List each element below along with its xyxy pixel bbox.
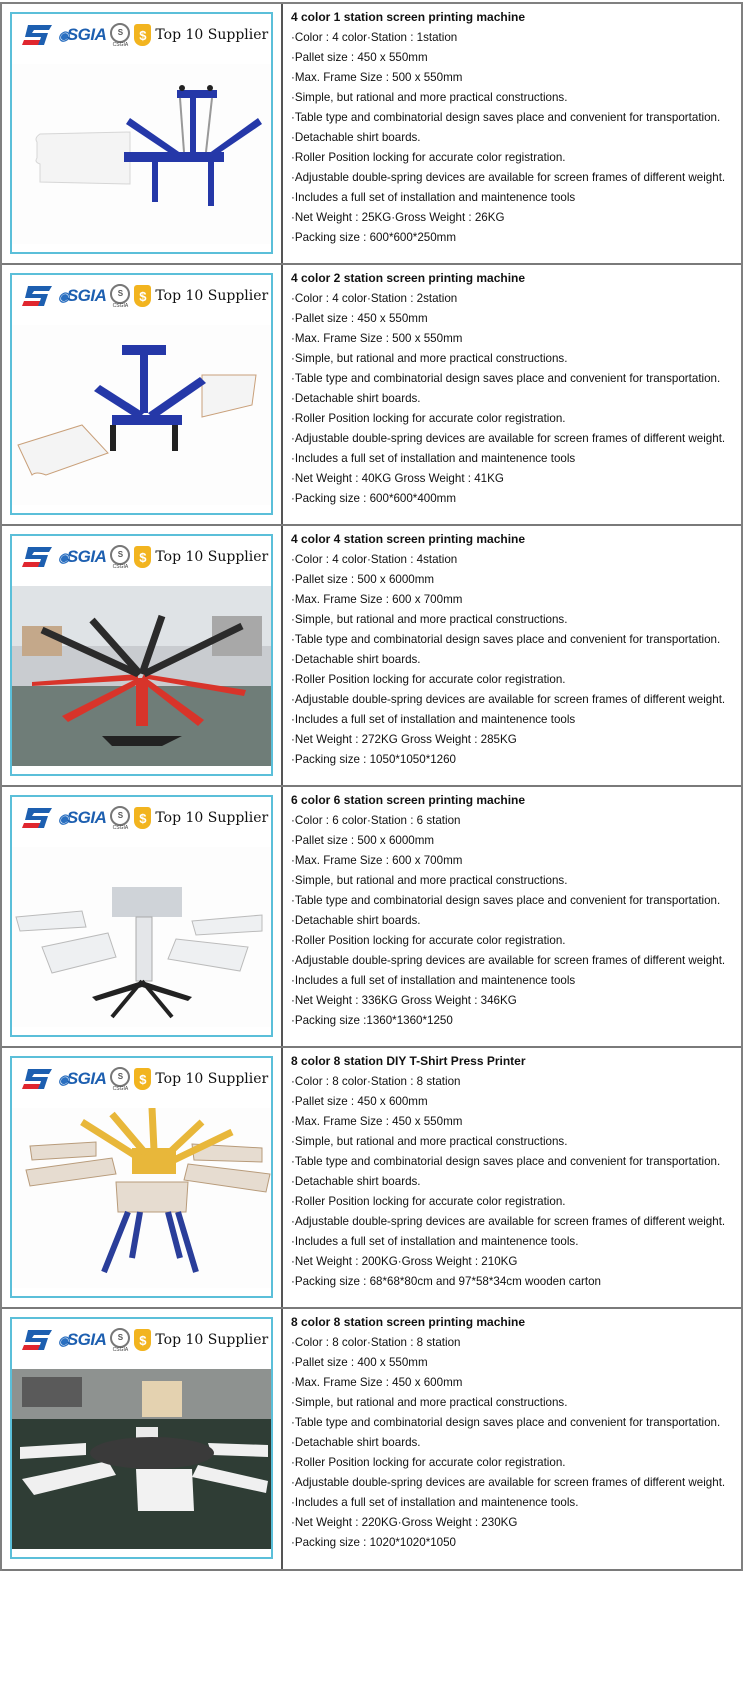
product-image-cell [2, 4, 283, 263]
s-brand-logo-icon [22, 285, 54, 307]
seal-icon: S [110, 23, 130, 43]
seal-caption: CSGIA [112, 824, 129, 831]
spec-packing-size: ·Packing size : 1050*1050*1260 [291, 753, 457, 766]
product-image-card[interactable] [10, 534, 273, 776]
brand-logo-bar [22, 283, 268, 309]
product-photo-silver-6-station [12, 847, 271, 1027]
seal-caption: CSGIA [112, 563, 129, 570]
seal-icon: S [110, 1067, 130, 1087]
spec-roller-locking: ·Roller Position locking for accurate color registration. [291, 934, 566, 947]
sgia-logo [58, 808, 106, 828]
seal-icon: S [110, 806, 130, 826]
s-brand-logo-icon [22, 24, 54, 46]
sgia-logo [58, 1069, 106, 1089]
gold-shield-dollar-icon: $ [134, 546, 151, 568]
spec-table-type: ·Table type and combinatorial design saves place and convenient for transportation. [291, 633, 721, 646]
product-photo-blue-1-station [12, 64, 271, 244]
csgia-seal [110, 1328, 130, 1353]
globe-icon: ◉ [58, 811, 69, 826]
gold-shield-dollar-icon: $ [134, 24, 151, 46]
spec-packing-size: ·Packing size : 1020*1020*1050 [291, 1536, 457, 1549]
product-row [2, 4, 741, 265]
spec-weight: ·Net Weight : 200KG·Gross Weight : 210KG [291, 1255, 518, 1268]
spec-color-station: ·Color : 4 color·Station : 4station [291, 553, 458, 566]
sgia-logo [58, 286, 106, 306]
s-brand-logo-icon [22, 1329, 54, 1351]
s-brand-logo-icon [22, 546, 54, 568]
spec-roller-locking: ·Roller Position locking for accurate color registration. [291, 673, 566, 686]
spec-construction: ·Simple, but rational and more practical constructions. [291, 352, 568, 365]
spec-color-station: ·Color : 4 color·Station : 2station [291, 292, 458, 305]
globe-icon: ◉ [58, 1072, 69, 1087]
product-title: 8 color 8 station screen printing machine [291, 1315, 526, 1329]
spec-double-spring: ·Adjustable double-spring devices are available for screen frames of different weight. [291, 1215, 726, 1228]
gold-shield-dollar-icon: $ [134, 285, 151, 307]
csgia-seal [110, 545, 130, 570]
product-spec-cell [283, 1048, 741, 1307]
brand-logo-bar [22, 805, 268, 831]
sgia-logo [58, 547, 106, 567]
spec-shirt-boards: ·Detachable shirt boards. [291, 914, 421, 927]
seal-caption: CSGIA [112, 302, 129, 309]
spec-construction: ·Simple, but rational and more practical constructions. [291, 874, 568, 887]
spec-pallet-size: ·Pallet size : 450 x 600mm [291, 1095, 428, 1108]
product-image-cell [2, 787, 283, 1046]
spec-roller-locking: ·Roller Position locking for accurate color registration. [291, 412, 566, 425]
spec-roller-locking: ·Roller Position locking for accurate color registration. [291, 151, 566, 164]
product-title: 4 color 2 station screen printing machine [291, 271, 526, 285]
spec-shirt-boards: ·Detachable shirt boards. [291, 131, 421, 144]
brand-logo-bar [22, 1327, 268, 1353]
seal-caption: CSGIA [112, 1346, 129, 1353]
seal-icon: S [110, 284, 130, 304]
spec-max-frame-size: ·Max. Frame Size : 500 x 550mm [291, 71, 463, 84]
spec-pallet-size: ·Pallet size : 500 x 6000mm [291, 573, 435, 586]
spec-pallet-size: ·Pallet size : 500 x 6000mm [291, 834, 435, 847]
product-title: 4 color 1 station screen printing machine [291, 10, 526, 24]
gold-shield-dollar-icon: $ [134, 1068, 151, 1090]
sgia-label: SGIA [66, 808, 107, 827]
spec-shirt-boards: ·Detachable shirt boards. [291, 653, 421, 666]
top-supplier-badge: Top 10 Supplier [155, 549, 269, 565]
sgia-label: SGIA [66, 1069, 107, 1088]
spec-max-frame-size: ·Max. Frame Size : 600 x 700mm [291, 854, 463, 867]
spec-construction: ·Simple, but rational and more practical constructions. [291, 1396, 568, 1409]
spec-double-spring: ·Adjustable double-spring devices are available for screen frames of different weight. [291, 432, 726, 445]
spec-pallet-size: ·Pallet size : 400 x 550mm [291, 1356, 428, 1369]
csgia-seal [110, 1067, 130, 1092]
sgia-label: SGIA [66, 1330, 107, 1349]
spec-tools: ·Includes a full set of installation and maintenence tools [291, 713, 576, 726]
sgia-label: SGIA [66, 25, 107, 44]
spec-weight: ·Net Weight : 336KG Gross Weight : 346KG [291, 994, 517, 1007]
spec-table-type: ·Table type and combinatorial design saves place and convenient for transportation. [291, 111, 721, 124]
spec-double-spring: ·Adjustable double-spring devices are available for screen frames of different weight. [291, 693, 726, 706]
product-image-card[interactable] [10, 1317, 273, 1559]
s-brand-logo-icon [22, 807, 54, 829]
spec-weight: ·Net Weight : 25KG·Gross Weight : 26KG [291, 211, 505, 224]
product-image-cell [2, 1309, 283, 1569]
spec-construction: ·Simple, but rational and more practical constructions. [291, 1135, 568, 1148]
spec-max-frame-size: ·Max. Frame Size : 500 x 550mm [291, 332, 463, 345]
product-photo-blue-2-station [12, 325, 271, 505]
top-supplier-badge: Top 10 Supplier [155, 810, 269, 826]
csgia-seal [110, 23, 130, 48]
product-row [2, 1048, 741, 1309]
spec-tools: ·Includes a full set of installation and maintenence tools. [291, 1496, 579, 1509]
spec-pallet-size: ·Pallet size : 450 x 550mm [291, 51, 428, 64]
csgia-seal [110, 806, 130, 831]
product-title: 4 color 4 station screen printing machine [291, 532, 526, 546]
spec-pallet-size: ·Pallet size : 450 x 550mm [291, 312, 428, 325]
spec-packing-size: ·Packing size : 68*68*80cm and 97*58*34cm wooden carton [291, 1275, 602, 1288]
spec-color-station: ·Color : 4 color·Station : 1station [291, 31, 458, 44]
seal-caption: CSGIA [112, 1085, 129, 1092]
spec-packing-size: ·Packing size :1360*1360*1250 [291, 1014, 453, 1027]
product-image-card[interactable] [10, 12, 273, 254]
product-photo-black-8-station-factory [12, 1369, 271, 1549]
product-spec-cell [283, 4, 741, 263]
spec-double-spring: ·Adjustable double-spring devices are available for screen frames of different weight. [291, 171, 726, 184]
product-photo-yellow-8-station [12, 1108, 271, 1288]
brand-logo-bar [22, 1066, 268, 1092]
spec-color-station: ·Color : 6 color·Station : 6 station [291, 814, 461, 827]
spec-shirt-boards: ·Detachable shirt boards. [291, 1436, 421, 1449]
spec-tools: ·Includes a full set of installation and maintenence tools [291, 191, 576, 204]
sgia-label: SGIA [66, 286, 107, 305]
product-image-cell [2, 526, 283, 785]
product-image-card[interactable] [10, 273, 273, 515]
spec-table-type: ·Table type and combinatorial design saves place and convenient for transportation. [291, 1155, 721, 1168]
product-image-cell [2, 265, 283, 524]
product-spec-cell [283, 1309, 741, 1569]
product-image-card[interactable] [10, 1056, 273, 1298]
brand-logo-bar [22, 544, 268, 570]
product-spec-cell [283, 265, 741, 524]
spec-max-frame-size: ·Max. Frame Size : 450 x 600mm [291, 1376, 463, 1389]
spec-max-frame-size: ·Max. Frame Size : 600 x 700mm [291, 593, 463, 606]
top-supplier-badge: Top 10 Supplier [155, 1332, 269, 1348]
spec-roller-locking: ·Roller Position locking for accurate color registration. [291, 1195, 566, 1208]
spec-shirt-boards: ·Detachable shirt boards. [291, 1175, 421, 1188]
spec-double-spring: ·Adjustable double-spring devices are available for screen frames of different weight. [291, 1476, 726, 1489]
product-photo-red-4-station-factory [12, 586, 271, 766]
product-image-cell [2, 1048, 283, 1307]
sgia-label: SGIA [66, 547, 107, 566]
spec-double-spring: ·Adjustable double-spring devices are available for screen frames of different weight. [291, 954, 726, 967]
spec-roller-locking: ·Roller Position locking for accurate color registration. [291, 1456, 566, 1469]
csgia-seal [110, 284, 130, 309]
globe-icon: ◉ [58, 289, 69, 304]
product-row [2, 1309, 741, 1571]
gold-shield-dollar-icon: $ [134, 807, 151, 829]
product-spec-cell [283, 787, 741, 1046]
spec-table-type: ·Table type and combinatorial design saves place and convenient for transportation. [291, 372, 721, 385]
product-row [2, 526, 741, 787]
brand-logo-bar [22, 22, 268, 48]
product-row [2, 265, 741, 526]
spec-max-frame-size: ·Max. Frame Size : 450 x 550mm [291, 1115, 463, 1128]
spec-weight: ·Net Weight : 220KG·Gross Weight : 230KG [291, 1516, 518, 1529]
spec-shirt-boards: ·Detachable shirt boards. [291, 392, 421, 405]
sgia-logo [58, 25, 106, 45]
seal-icon: S [110, 1328, 130, 1348]
spec-table-type: ·Table type and combinatorial design saves place and convenient for transportation. [291, 894, 721, 907]
spec-tools: ·Includes a full set of installation and maintenence tools. [291, 1235, 579, 1248]
spec-tools: ·Includes a full set of installation and maintenence tools [291, 452, 576, 465]
product-image-card[interactable] [10, 795, 273, 1037]
seal-icon: S [110, 545, 130, 565]
spec-tools: ·Includes a full set of installation and maintenence tools [291, 974, 576, 987]
globe-icon: ◉ [58, 550, 69, 565]
spec-packing-size: ·Packing size : 600*600*400mm [291, 492, 456, 505]
product-title: 8 color 8 station DIY T-Shirt Press Printer [291, 1054, 526, 1068]
product-spec-cell [283, 526, 741, 785]
top-supplier-badge: Top 10 Supplier [155, 27, 269, 43]
spec-construction: ·Simple, but rational and more practical constructions. [291, 91, 568, 104]
spec-construction: ·Simple, but rational and more practical constructions. [291, 613, 568, 626]
sgia-logo [58, 1330, 106, 1350]
product-title: 6 color 6 station screen printing machine [291, 793, 526, 807]
globe-icon: ◉ [58, 28, 69, 43]
spec-weight: ·Net Weight : 40KG Gross Weight : 41KG [291, 472, 504, 485]
spec-packing-size: ·Packing size : 600*600*250mm [291, 231, 456, 244]
seal-caption: CSGIA [112, 41, 129, 48]
spec-weight: ·Net Weight : 272KG Gross Weight : 285KG [291, 733, 517, 746]
spec-table-type: ·Table type and combinatorial design saves place and convenient for transportation. [291, 1416, 721, 1429]
globe-icon: ◉ [58, 1333, 69, 1348]
s-brand-logo-icon [22, 1068, 54, 1090]
spec-color-station: ·Color : 8 color·Station : 8 station [291, 1075, 461, 1088]
top-supplier-badge: Top 10 Supplier [155, 1071, 269, 1087]
spec-color-station: ·Color : 8 color·Station : 8 station [291, 1336, 461, 1349]
product-row [2, 787, 741, 1048]
top-supplier-badge: Top 10 Supplier [155, 288, 269, 304]
product-spec-table [0, 2, 743, 1571]
gold-shield-dollar-icon: $ [134, 1329, 151, 1351]
